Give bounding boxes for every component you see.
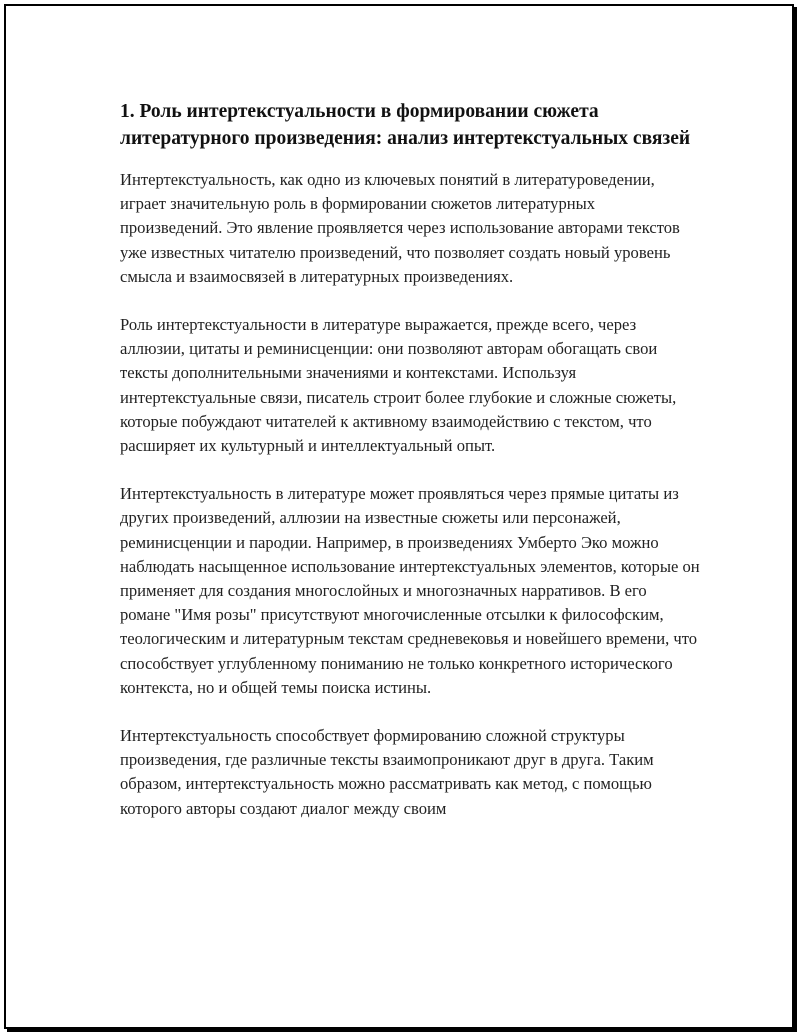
paragraph-1: Интертекстуальность, как одно из ключевых понятий в литературоведении, играет значительную роль в формировании сюжетов литературных произведений. Это явление проявляется через использование авторами текстов уже известных читателю произведений, что позволяет создать новый уровень смысла и взаимосвязей в литературных произведениях. (120, 170, 680, 286)
paragraph-3: Интертекстуальность в литературе может проявляться через прямые цитаты из других произведений, аллюзии на известные сюжеты или персонажей, реминисценции и пародии. Например, в произведениях Умберто Эко можно наблюдать насыщенное использование интертекстуальных элементов, которые он применяет для создания многослойных и многозначных нарративов. В его романе "Имя розы" присутствуют многочисленные отсылки к философским, теологическим и литературным текстам средневековья и новейшего времени, что способствует углубленному пониманию не только конкретного исторического контекста, но и общей темы поиска истины. (120, 484, 700, 697)
paragraph-2: Роль интертекстуальности в литературе выражается, прежде всего, через аллюзии, цитаты и реминисценции: они позволяют авторам обогащать свои тексты дополнительными значениями и контекстами. Используя интертекстуальные связи, писатель строит более глубокие и сложные сюжеты, которые побуждают читателей к активному взаимодействию с текстом, что расширяет их культурный и интеллектуальный опыт. (120, 315, 677, 456)
section-heading: 1. Роль интертекстуальности в формировании сюжета литературного произведения: анализ интертекстуальных связей (120, 101, 691, 149)
document-page (4, 4, 794, 1029)
document-body (120, 98, 700, 845)
paragraph-4: Интертекстуальность способствует формированию сложной структуры произведения, где различные тексты взаимопроникают друг в друга. Таким образом, интертекстуальность можно рассматривать как метод, с помощью которого авторы создают диалог между своим (120, 726, 654, 818)
